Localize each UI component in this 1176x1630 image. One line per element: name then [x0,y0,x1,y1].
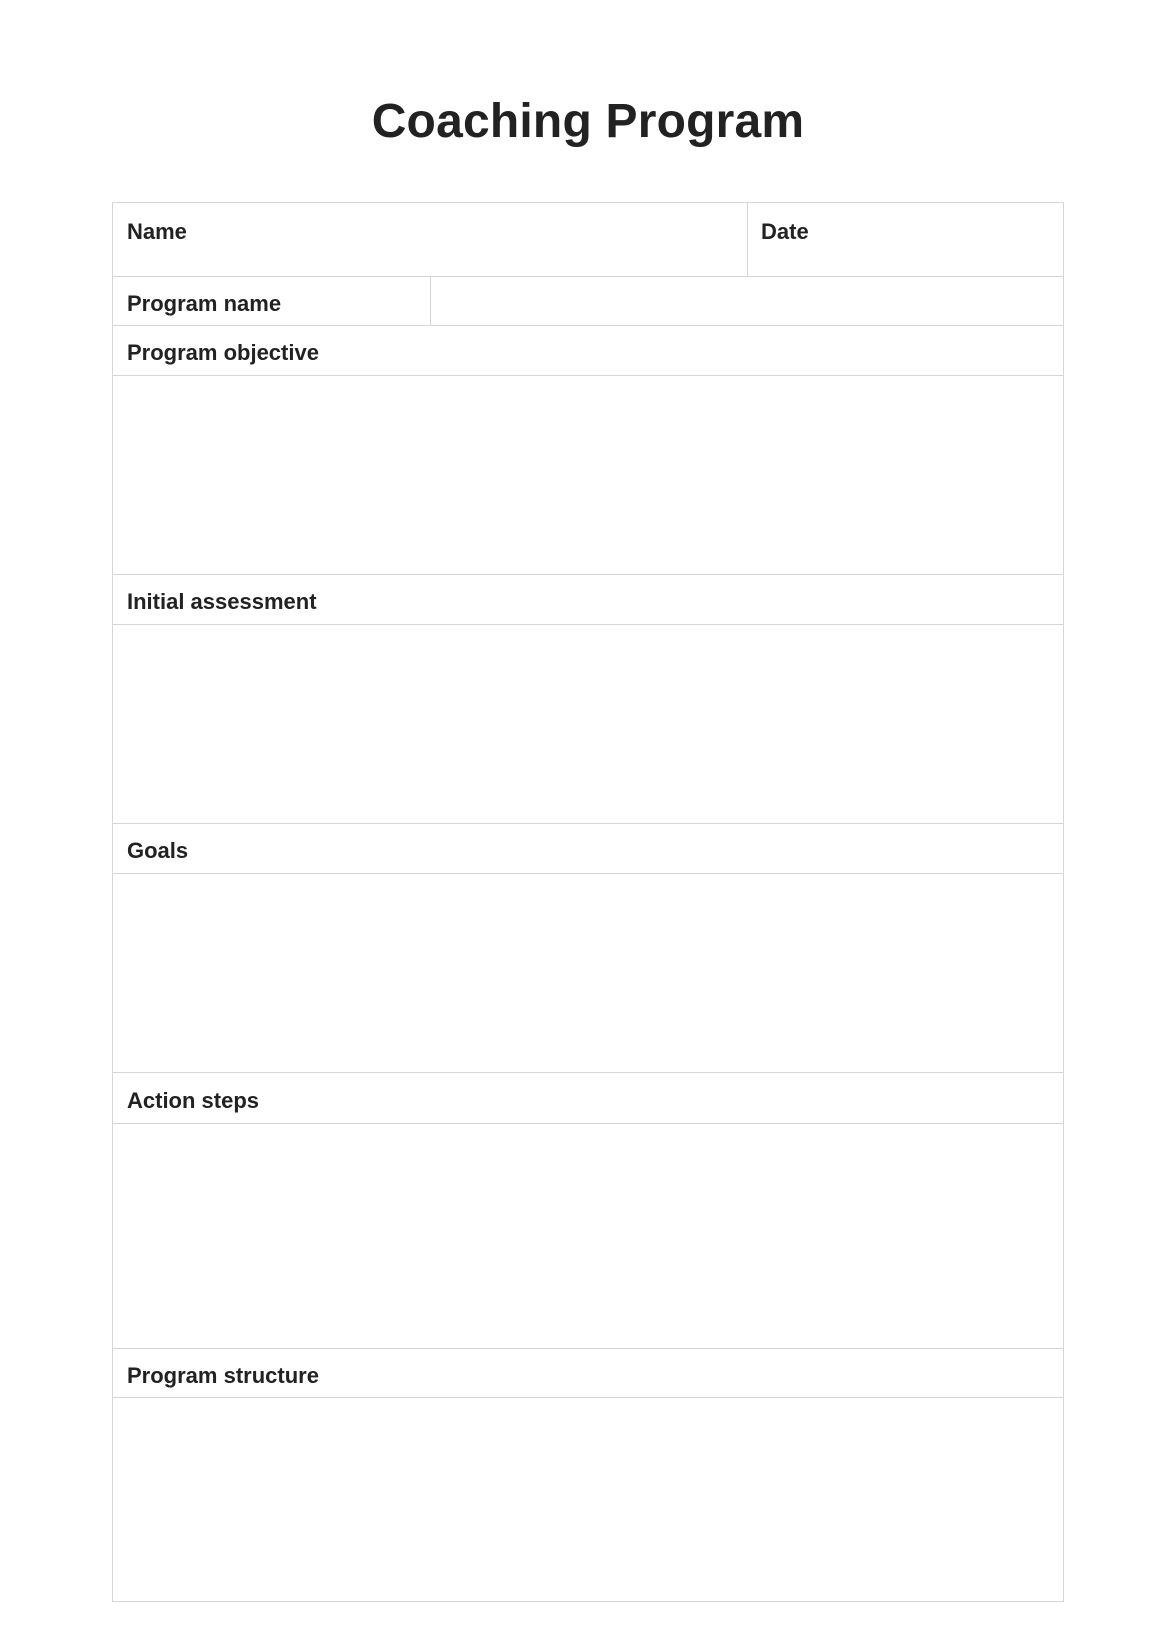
program-structure-field[interactable] [113,1399,1063,1599]
coaching-program-form [112,202,1064,1602]
divider [113,1397,1063,1398]
action-steps-label: Action steps [127,1088,260,1113]
program-structure-label: Program structure [127,1363,319,1388]
program-objective-field[interactable] [113,377,1063,573]
program-name-field[interactable] [432,277,1063,325]
date-label: Date [761,219,809,244]
divider [113,1348,1063,1349]
program-name-label: Program name [127,291,282,316]
initial-assessment-label: Initial assessment [127,589,317,614]
goals-field[interactable] [113,875,1063,1071]
date-field[interactable] [749,203,1063,277]
divider [113,624,1063,625]
divider [113,1072,1063,1073]
divider [113,823,1063,824]
page-title: Coaching Program [371,95,805,148]
name-field[interactable] [113,203,747,277]
divider [113,574,1063,575]
divider [113,1123,1063,1124]
divider [113,325,1063,326]
initial-assessment-field[interactable] [113,626,1063,822]
divider [747,203,748,277]
program-objective-label: Program objective [127,340,319,365]
action-steps-field[interactable] [113,1125,1063,1347]
divider [430,277,431,325]
divider [113,375,1063,376]
divider [113,873,1063,874]
goals-label: Goals [127,838,189,863]
name-label: Name [127,219,187,244]
